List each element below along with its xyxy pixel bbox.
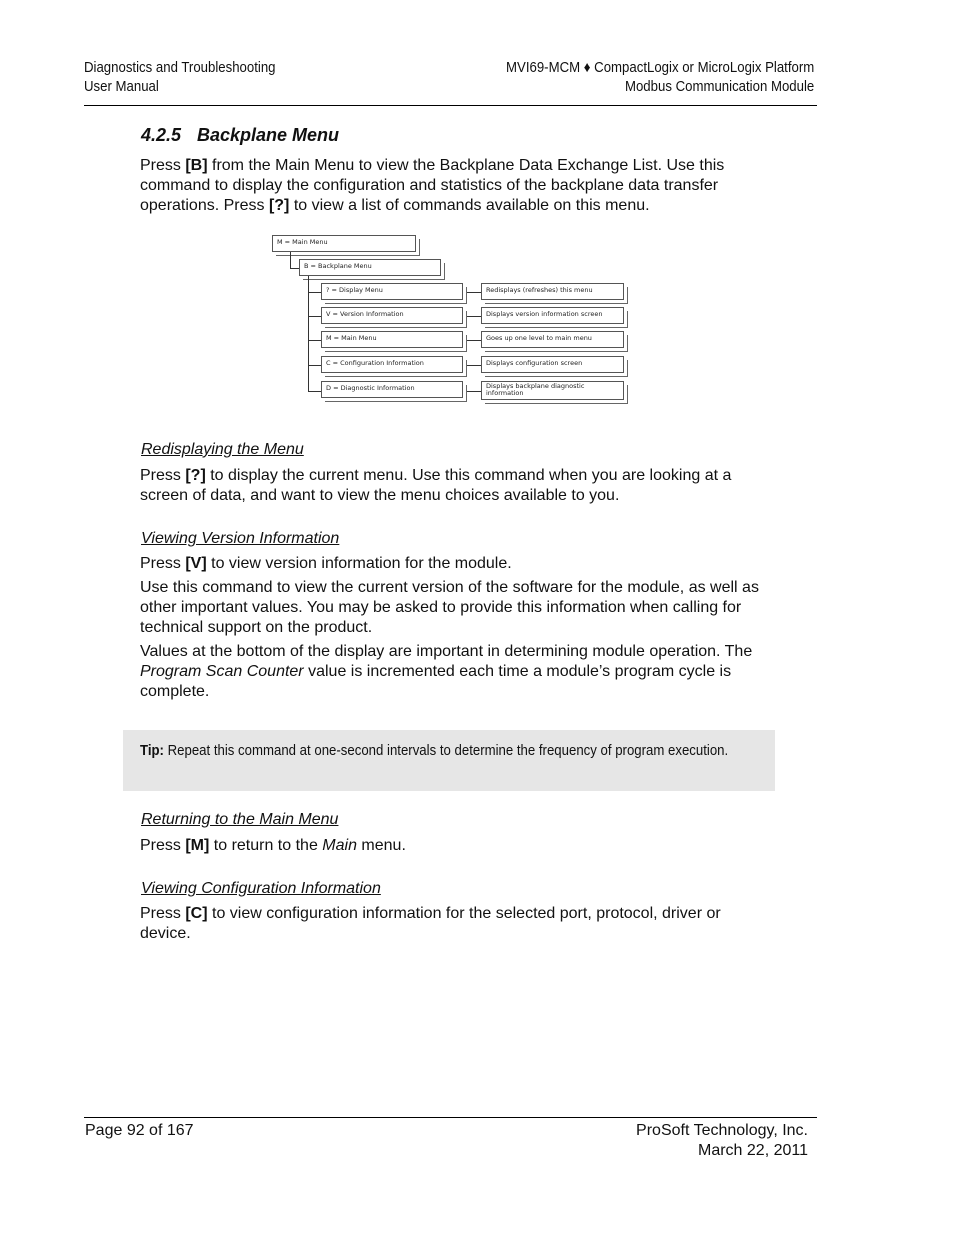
version-key: [V] bbox=[185, 555, 207, 572]
version-text-3: Values at the bottom of the display are important in determining module operation. The bbox=[140, 643, 753, 660]
diagram-result-box: Displays version information screen bbox=[481, 307, 624, 324]
main-menu-heading: Returning to the Main Menu bbox=[141, 811, 339, 828]
diagram-result-box: Displays backplane diagnostic information bbox=[481, 381, 624, 400]
tip-text bbox=[140, 741, 747, 761]
footer-date: March 22, 2011 bbox=[698, 1142, 808, 1159]
diagram-result-box: Redisplays (refreshes) this menu bbox=[481, 283, 624, 300]
config-key: [C] bbox=[185, 905, 208, 922]
version-paragraph-1 bbox=[140, 554, 760, 574]
version-text-1: Press bbox=[140, 555, 186, 572]
diagram-connector bbox=[290, 268, 299, 269]
main-menu-key: [M] bbox=[185, 837, 210, 854]
tip-box bbox=[123, 730, 775, 791]
header-module: Modbus Communication Module bbox=[624, 78, 814, 95]
redisplay-heading: Redisplaying the Menu bbox=[141, 441, 304, 458]
diagram-connector bbox=[290, 252, 291, 269]
diagram-connector bbox=[467, 340, 481, 341]
header-doc-type: User Manual bbox=[84, 78, 159, 95]
diagram-connector bbox=[467, 292, 481, 293]
intro-key-b: [B] bbox=[185, 157, 208, 174]
tip-label: Tip: bbox=[140, 742, 164, 759]
intro-text-2: from the Main Menu to view the Backplane Data Exchange List. Use this command to display the configuration and statistics of the backplane data transfer operations. Press bbox=[140, 157, 725, 214]
header-product: MVI69-MCM ♦ CompactLogix or MicroLogix Platform bbox=[505, 59, 814, 76]
redisplay-text-1: Press bbox=[140, 467, 186, 484]
version-text-2: to view version information for the module. bbox=[206, 555, 512, 572]
intro-key-help: [?] bbox=[268, 197, 290, 214]
diagram-command-box: ? = Display Menu bbox=[321, 283, 463, 300]
main-menu-text-3: menu. bbox=[356, 837, 406, 854]
version-paragraph-2: Use this command to view the current version of the software for the module, as well as other important values. You may be asked to provide this information when calling for technical support on the product. bbox=[140, 579, 759, 636]
footer-divider bbox=[84, 1117, 817, 1118]
diagram-result-box: Displays configuration screen bbox=[481, 356, 624, 373]
redisplay-key: [?] bbox=[185, 467, 206, 484]
diagram-connector bbox=[308, 391, 321, 392]
diagram-command-box: D = Diagnostic Information bbox=[321, 381, 463, 398]
version-heading: Viewing Version Information bbox=[141, 530, 340, 547]
diagram-connector bbox=[467, 365, 481, 366]
config-text-2: to view configuration information for the selected port, protocol, driver or device. bbox=[140, 905, 721, 942]
diagram-command-box: V = Version Information bbox=[321, 307, 463, 324]
section-number: 4.2.5 bbox=[141, 125, 182, 145]
config-text-1: Press bbox=[140, 905, 186, 922]
version-text-4: value is incremented each time a module’s program cycle is complete. bbox=[140, 663, 732, 700]
diagram-command-box: M = Main Menu bbox=[321, 331, 463, 348]
program-scan-counter-term: Program Scan Counter bbox=[140, 663, 304, 680]
diagram-command-box: C = Configuration Information bbox=[321, 356, 463, 373]
redisplay-text-2: to display the current menu. Use this command when you are looking at a screen of data, and want to view the menu choices available to you. bbox=[140, 467, 732, 504]
diagram-connector bbox=[308, 340, 321, 341]
footer-page-number: Page 92 of 167 bbox=[85, 1122, 194, 1139]
diagram-connector bbox=[308, 292, 321, 293]
section-title: Backplane Menu bbox=[197, 125, 340, 145]
main-menu-text-2: to return to the bbox=[209, 837, 323, 854]
diagram-root-box: M = Main Menu bbox=[272, 235, 416, 252]
intro-text-3: to view a list of commands available on this menu. bbox=[289, 197, 650, 214]
footer-company: ProSoft Technology, Inc. bbox=[636, 1122, 808, 1139]
diagram-sub-box: B = Backplane Menu bbox=[299, 259, 441, 276]
diagram-connector bbox=[467, 316, 481, 317]
diagram-trunk bbox=[308, 276, 309, 392]
redisplay-paragraph bbox=[140, 466, 760, 506]
version-paragraph-3 bbox=[140, 642, 760, 702]
header-chapter: Diagnostics and Troubleshooting bbox=[84, 59, 276, 76]
diagram-result-box: Goes up one level to main menu bbox=[481, 331, 624, 348]
footer-right bbox=[636, 1121, 808, 1161]
diagram-connector bbox=[308, 365, 321, 366]
main-menu-text-1: Press bbox=[140, 837, 186, 854]
intro-text-1: Press bbox=[140, 157, 186, 174]
tip-body: Repeat this command at one-second intervals to determine the frequency of program execution. bbox=[163, 742, 729, 759]
config-paragraph bbox=[140, 904, 760, 944]
main-menu-paragraph bbox=[140, 836, 760, 856]
config-heading: Viewing Configuration Information bbox=[141, 880, 381, 897]
diagram-connector bbox=[467, 391, 481, 392]
main-menu-term: Main bbox=[322, 837, 357, 854]
menu-tree-diagram bbox=[0, 0, 954, 420]
diagram-connector bbox=[308, 316, 321, 317]
